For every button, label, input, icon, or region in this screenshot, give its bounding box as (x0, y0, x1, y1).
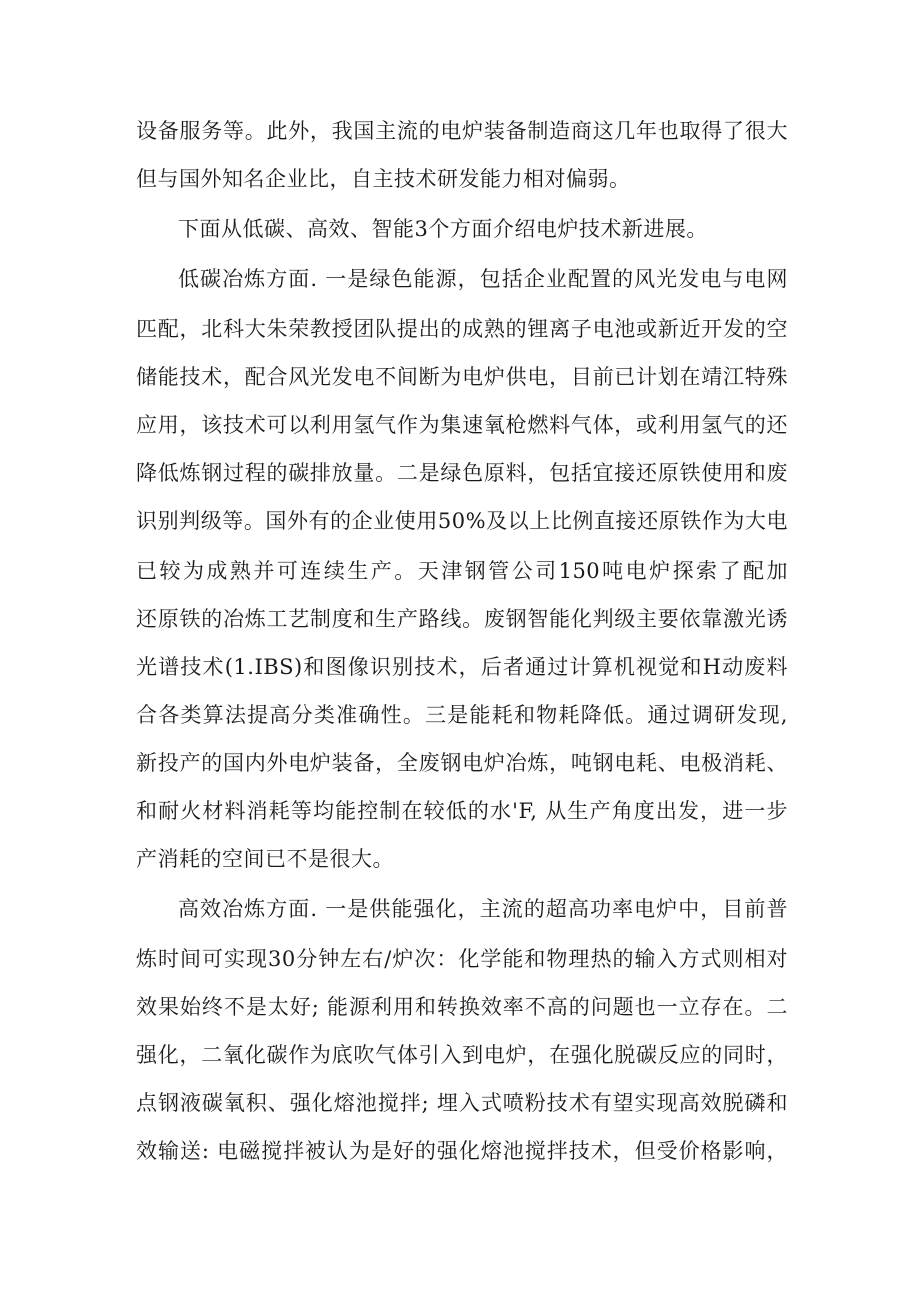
text-line: 产消耗的空间已不是很大。 (136, 847, 394, 871)
text-line: 高效冶炼方面. 一是供能强化，主流的超高功率电炉中，目前普 (178, 897, 788, 921)
text-line: 点钢液碳氧积、强化熔池搅拌; 埋入式喷粉技术有望实现高效脱磷和 (136, 1091, 788, 1115)
text-line: 效输送: 电磁搅拌被认为是好的强化熔池搅拌技术，但受价格影响， (136, 1139, 788, 1163)
text-line: 和耐火材料消耗等均能控制在较低的水'F, 从生产角度出发，进一步 (136, 799, 788, 823)
text-line: 应用，该技术可以利用氢气作为集速氧枪燃料气体，或利用氢气的还 (136, 413, 788, 437)
text-line: 效果始终不是太好; 能源利用和转换效率不高的问题也一立存在。二 (136, 995, 788, 1019)
text-line: 新投产的国内外电炉装备，全废钢电炉冶炼，吨钢电耗、电极消耗、 (136, 751, 788, 775)
text-line: 低碳冶炼方面. 一是绿色能源，包括企业配置的风光发电与电网 (178, 267, 788, 291)
text-line: 匹配，北科大朱荣教授团队提出的成熟的锂离子电池或新近开发的空 (136, 317, 788, 341)
text-line: 合各类算法提高分类准确性。三是能耗和物耗降低。通过调研发现, (136, 703, 788, 727)
text-line: 强化，二氧化碳作为底吹气体引入到电炉，在强化脱碳反应的同时， (136, 1043, 788, 1067)
text-line: 已较为成熟并可连续生产。天津钢管公司150吨电炉探索了配加 (136, 559, 788, 583)
text-line: 但与国外知名企业比，自主技术研发能力相对偏弱。 (136, 167, 631, 191)
text-line: 炼时间可实现30分钟左右/炉次：化学能和物理热的输入方式则相对 (136, 947, 788, 971)
text-line: 还原铁的冶炼工艺制度和生产路线。废钢智能化判级主要依靠激光诱 (136, 607, 788, 631)
text-line: 储能技术，配合风光发电不间断为电炉供电，目前已计划在靖江特殊 (136, 365, 788, 389)
text-line: 光谱技术(1.IBS)和图像识别技术，后者通过计算机视觉和H动废料 (136, 655, 788, 679)
text-line: 识别判级等。国外有的企业使用50%及以上比例直接还原铁作为大电 (136, 509, 788, 533)
text-line: 下面从低碳、高效、智能3个方面介绍电炉技术新进展。 (178, 217, 708, 241)
text-line: 降低炼钢过程的碳排放量。二是绿色原料，包括宜接还原铁使用和废 (136, 461, 788, 485)
text-line: 设备服务等。此外，我国主流的电炉装备制造商这几年也取得了很大 (136, 119, 788, 143)
